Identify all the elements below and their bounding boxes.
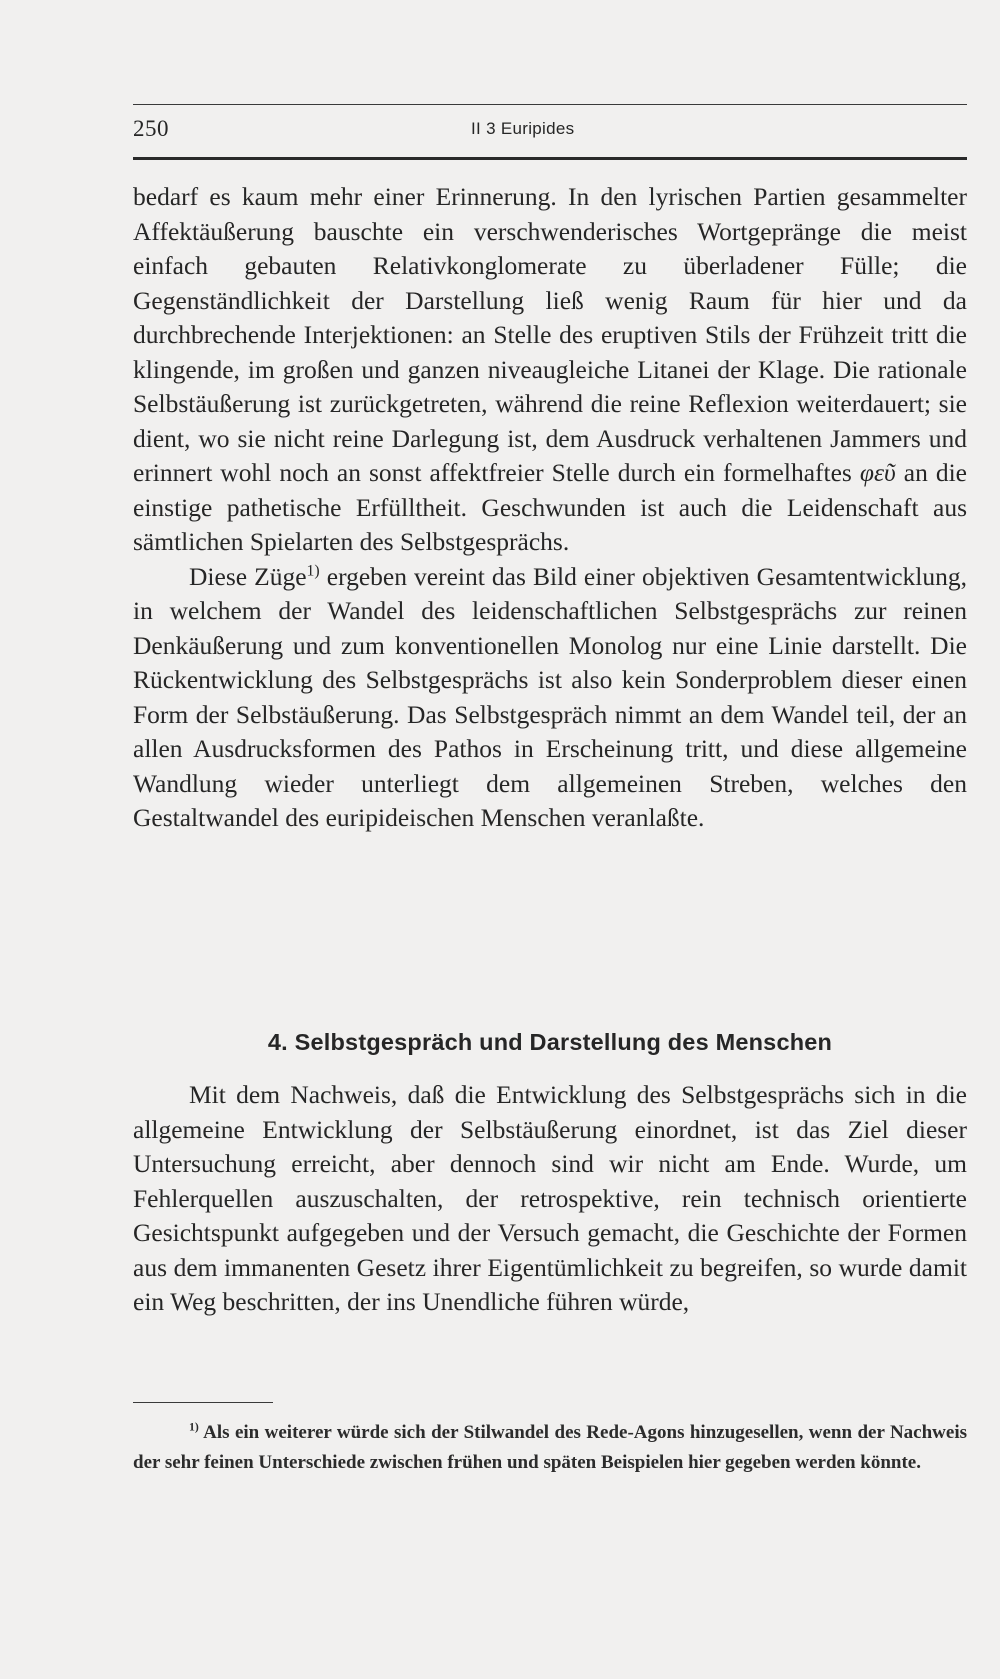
section-heading: 4. Selbstgespräch und Darstellung des Menschen bbox=[267, 1029, 833, 1055]
header-bottom-rule bbox=[133, 157, 967, 160]
footnote-text: Als ein weiterer würde sich der Stilwandel des Rede-Agons hinzugesellen, wenn der Nachweis der sehr feinen Unterschiede zwischen frühen und späten Beispielen hier gegeben werden könnte. bbox=[133, 1422, 967, 1473]
running-head: II 3 Euripides bbox=[471, 119, 575, 138]
paragraph-1-end: an die einstige pathetische Erfülltheit. Geschwunden ist auch die Leidenschaft aus sämtlichen Spielarten des Selbstgesprächs. bbox=[133, 458, 968, 556]
paragraph-1-text: bedarf es kaum mehr einer Erinnerung. In den lyrischen Partien gesammelter Affektäußerung bauschte ein verschwenderisches Wortgepränge die meist einfach gebauten Relativkonglomerate zu überladener Fülle; die Gegenständlichkeit der Darstellung ließ wenig Raum für hier und da durchbrechende Interjektionen: an Stelle des eruptiven Stils der Frühzeit tritt die klingende, im großen und ganzen niveaugleiche Litanei der Klage. Die rationale Selbstäußerung ist zurückgetreten, während die reine Reflexion weiterdauert; sie dient, wo sie nicht reine Darlegung ist, dem Ausdruck verhaltenen Jammers und erinnert wohl noch an sonst affektfreier Stelle durch ein formelhaftes bbox=[133, 182, 967, 487]
footnote-reference: 1) bbox=[306, 562, 320, 579]
section-text bbox=[133, 1078, 967, 1320]
paragraph-1 bbox=[133, 180, 967, 560]
footnote-mark: 1) bbox=[189, 1420, 199, 1434]
main-text bbox=[133, 180, 967, 836]
footnote bbox=[133, 1418, 967, 1478]
paragraph-2-text: ergeben vereint das Bild einer objektiven Gesamtentwicklung, in welchem der Wandel des leidenschaftlichen Selbstgesprächs zur reinen Denkäußerung und zum konventionellen Monolog nur eine Linie darstellt. Die Rückentwicklung des Selbstgesprächs ist also kein Sonderproblem dieser einen Form der Selbstäußerung. Das Selbstgespräch nimmt an dem Wandel teil, der an allen Ausdrucksformen des Pathos in Erscheinung tritt, und diese allgemeine Wandlung wieder unterliegt dem allgemeinen Streben, welches den Gestaltwandel des euripideischen Menschen veranlaßte. bbox=[133, 561, 967, 832]
paragraph-2-start: Diese Züge bbox=[189, 561, 307, 591]
paragraph-2 bbox=[133, 560, 967, 836]
header-top-rule bbox=[133, 104, 967, 105]
footnote-paragraph bbox=[133, 1418, 967, 1478]
page-header bbox=[133, 112, 967, 144]
footnote-rule bbox=[133, 1402, 273, 1403]
greek-word: φεῦ bbox=[859, 458, 896, 487]
section-paragraph: Mit dem Nachweis, daß die Entwicklung des Selbstgesprächs sich in die allgemeine Entwicklung der Selbstäußerung einordnet, ist das Ziel dieser Untersuchung erreicht, aber dennoch sind wir nicht am Ende. Wurde, um Fehlerquellen auszuschalten, der retrospektive, rein technisch orientierte Gesichtspunkt aufgegeben und der Versuch gemacht, die Geschichte der Formen aus dem immanenten Gesetz ihrer Eigentümlichkeit zu begreifen, so wurde damit ein Weg beschritten, der ins Unendliche führen würde, bbox=[133, 1080, 967, 1316]
page-number: 250 bbox=[133, 116, 169, 141]
